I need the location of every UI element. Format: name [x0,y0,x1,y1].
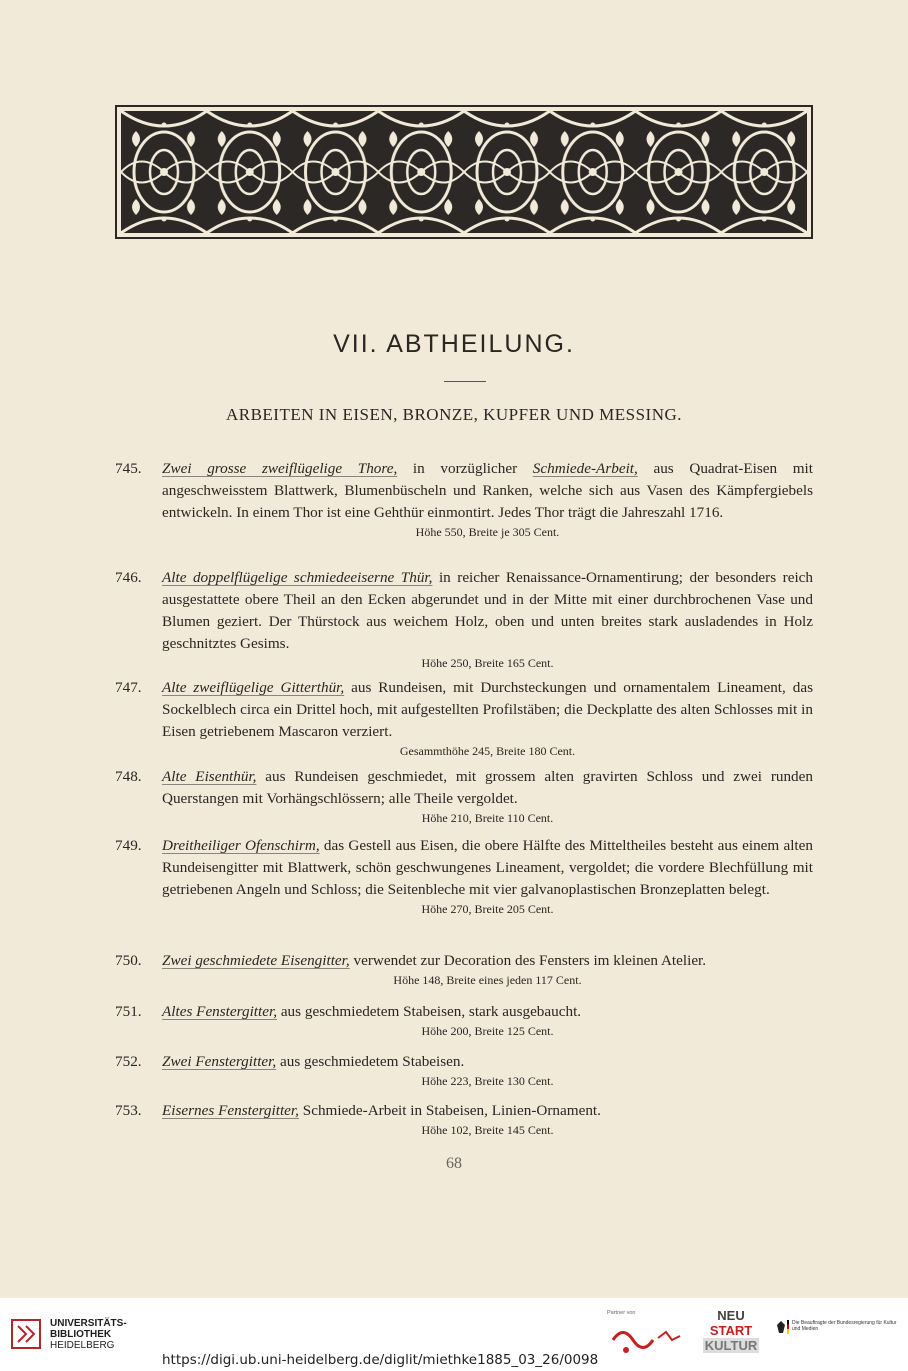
ornament-pattern-icon [121,111,807,233]
entry-dimensions: Höhe 210, Breite 110 Cent. [421,811,554,825]
entry-text: verwendet zur Decoration des Fensters im kleinen Atelier. [349,952,707,969]
entry-number: 753. [115,1102,142,1119]
library-name-line: UNIVERSITÄTS- [50,1318,127,1329]
entry-text: in vorzüglicher [397,460,533,477]
entry-text: aus geschmiedetem Stabeisen, stark ausgebaucht. [277,1003,582,1020]
entry-title: Alte doppelflügelige schmiedeeiserne Thür, [162,569,433,586]
entry-description [162,567,813,655]
entry-title: Zwei geschmiedete Eisengitter, [162,952,350,969]
entry-dimensions: Höhe 200, Breite 125 Cent. [421,1024,554,1038]
entry-number: 746. [115,569,142,586]
neustart-line: START [709,1323,753,1338]
entry-title: Dreitheiliger Ofenschirm, [162,837,320,854]
catalog-entry [115,677,813,760]
entry-title: Eisernes Fenstergitter, [162,1102,299,1119]
entry-text: aus geschmiedetem Stabeisen. [276,1053,465,1070]
decorative-header-ornament [115,105,813,239]
entry-description [162,1001,813,1023]
entry-description [162,835,813,901]
catalog-entry [115,1051,813,1090]
catalog-entry [115,766,813,827]
catalog-entry [115,950,813,989]
entry-text: aus Quadrat-Eisen mit angeschweisstem Blattwerk, Blumenbüscheln und Ranken, welche sich aus Vasen des Kämpfergiebels entwickeln. In einem Thor ist eine Gehthür einmontirt. Jedes Thor trägt die Jahreszahl 1716. [162,460,813,521]
entry-text: aus Rundeisen geschmiedet, mit grossem alten gravirten Schloss und zwei runden Querstangen mit Vorhängschlössern; alle Theile vergoldet. [162,768,813,807]
library-name[interactable] [50,1318,127,1351]
entry-description [162,1051,813,1073]
neustart-line: KULTUR [704,1338,758,1353]
entry-description [162,950,813,972]
entry-dimensions: Höhe 102, Breite 145 Cent. [421,1123,554,1137]
german-flag-stripe [787,1320,789,1334]
entry-title: Alte Eisenthür, [162,768,257,785]
page-number: 68 [446,1155,462,1172]
catalog-entry [115,1100,813,1139]
entry-description [162,458,813,524]
entry-text: das Gestell aus Eisen, die obere Hälfte des Mitteltheiles besteht aus einem alten Rundeisengitter mit Blattwerk, schön geschwungenes Lineament, vergoldet; die vordere Blechfüllung mit getriebenen Angeln und Schloss; die Seitenbleche mit vier galvanoplastischen Bronzeplatten belegt. [162,837,813,898]
entry-title: Alte zweiflügelige Gitterthür, [162,679,345,696]
entry-description [162,766,813,810]
entry-number: 745. [115,460,142,477]
title-divider [444,381,486,382]
catalog-entry [115,567,813,672]
entry-number: 749. [115,837,142,854]
neustart-line: NEU [717,1308,745,1323]
library-name-line: BIBLIOTHEK [50,1329,112,1340]
entry-dimensions: Höhe 270, Breite 205 Cent. [421,902,554,916]
entry-dimensions: Höhe 148, Breite eines jeden 117 Cent. [393,973,582,987]
entry-title: Zwei Fenstergitter, [162,1053,277,1070]
section-title: VII. ABTHEILUNG. [333,330,575,358]
entry-dimensions: Höhe 223, Breite 130 Cent. [421,1074,554,1088]
viewer-footer [0,1298,908,1371]
permalink-url[interactable]: https://digi.ub.uni-heidelberg.de/diglit/miethke1885_03_26/0098 [162,1352,599,1368]
catalog-entry [115,835,813,918]
entry-text: in reicher Renaissance-Ornamentirung; der besonders reich ausgestattete obere Theil an den Ecken abgerundet und in der Mitte mit einer durchbrochenen Vase und Blumen geziert. Der Thürstock aus weichem Holz, oben und unten breites stark ausladendes in Holz geschnitztes Gesims. [162,569,813,652]
section-subtitle: ARBEITEN IN EISEN, BRONZE, KUPFER UND MESSING. [225,405,683,424]
university-library-logo-icon[interactable] [10,1318,42,1350]
catalog-entry [115,458,813,541]
entry-dimensions: Gesammthöhe 245, Breite 180 Cent. [399,744,576,758]
bkm-label[interactable]: Die Beauftragte der Bundesregierung für Kultur und Medien [792,1320,897,1332]
library-name-line: HEIDELBERG [50,1340,115,1351]
entry-dimensions: Höhe 250, Breite 165 Cent. [421,656,554,670]
entry-dimensions: Höhe 550, Breite je 305 Cent. [415,525,560,539]
entry-title: Zwei grosse zweiflügelige Thore, [162,460,398,477]
entry-number: 747. [115,679,142,696]
entry-text: aus Rundeisen, mit Durchsteckungen und ornamentalem Lineament, das Sockelblech circa ein Drittel hoch, mit aufgestellten Profilstäben; die Deckplatte des alten Schlosses mit in Eisen getriebenem Mascaron verziert. [162,679,813,740]
partner-label: Partner von [607,1310,636,1316]
catalog-entry [115,1001,813,1040]
entry-italic-text: Schmiede-Arbeit, [532,460,638,477]
entry-number: 748. [115,768,142,785]
federal-eagle-icon [776,1320,786,1334]
entry-description [162,677,813,743]
entry-number: 750. [115,952,142,969]
entry-number: 751. [115,1003,142,1020]
neustart-kultur-logo[interactable] [703,1308,759,1360]
entry-number: 752. [115,1053,142,1070]
deutsche-digitale-bibliothek-logo-icon[interactable] [608,1320,698,1360]
entry-title: Altes Fenstergitter, [162,1003,278,1020]
entry-text: Schmiede-Arbeit in Stabeisen, Linien-Ornament. [298,1102,601,1119]
entry-description [162,1100,813,1122]
